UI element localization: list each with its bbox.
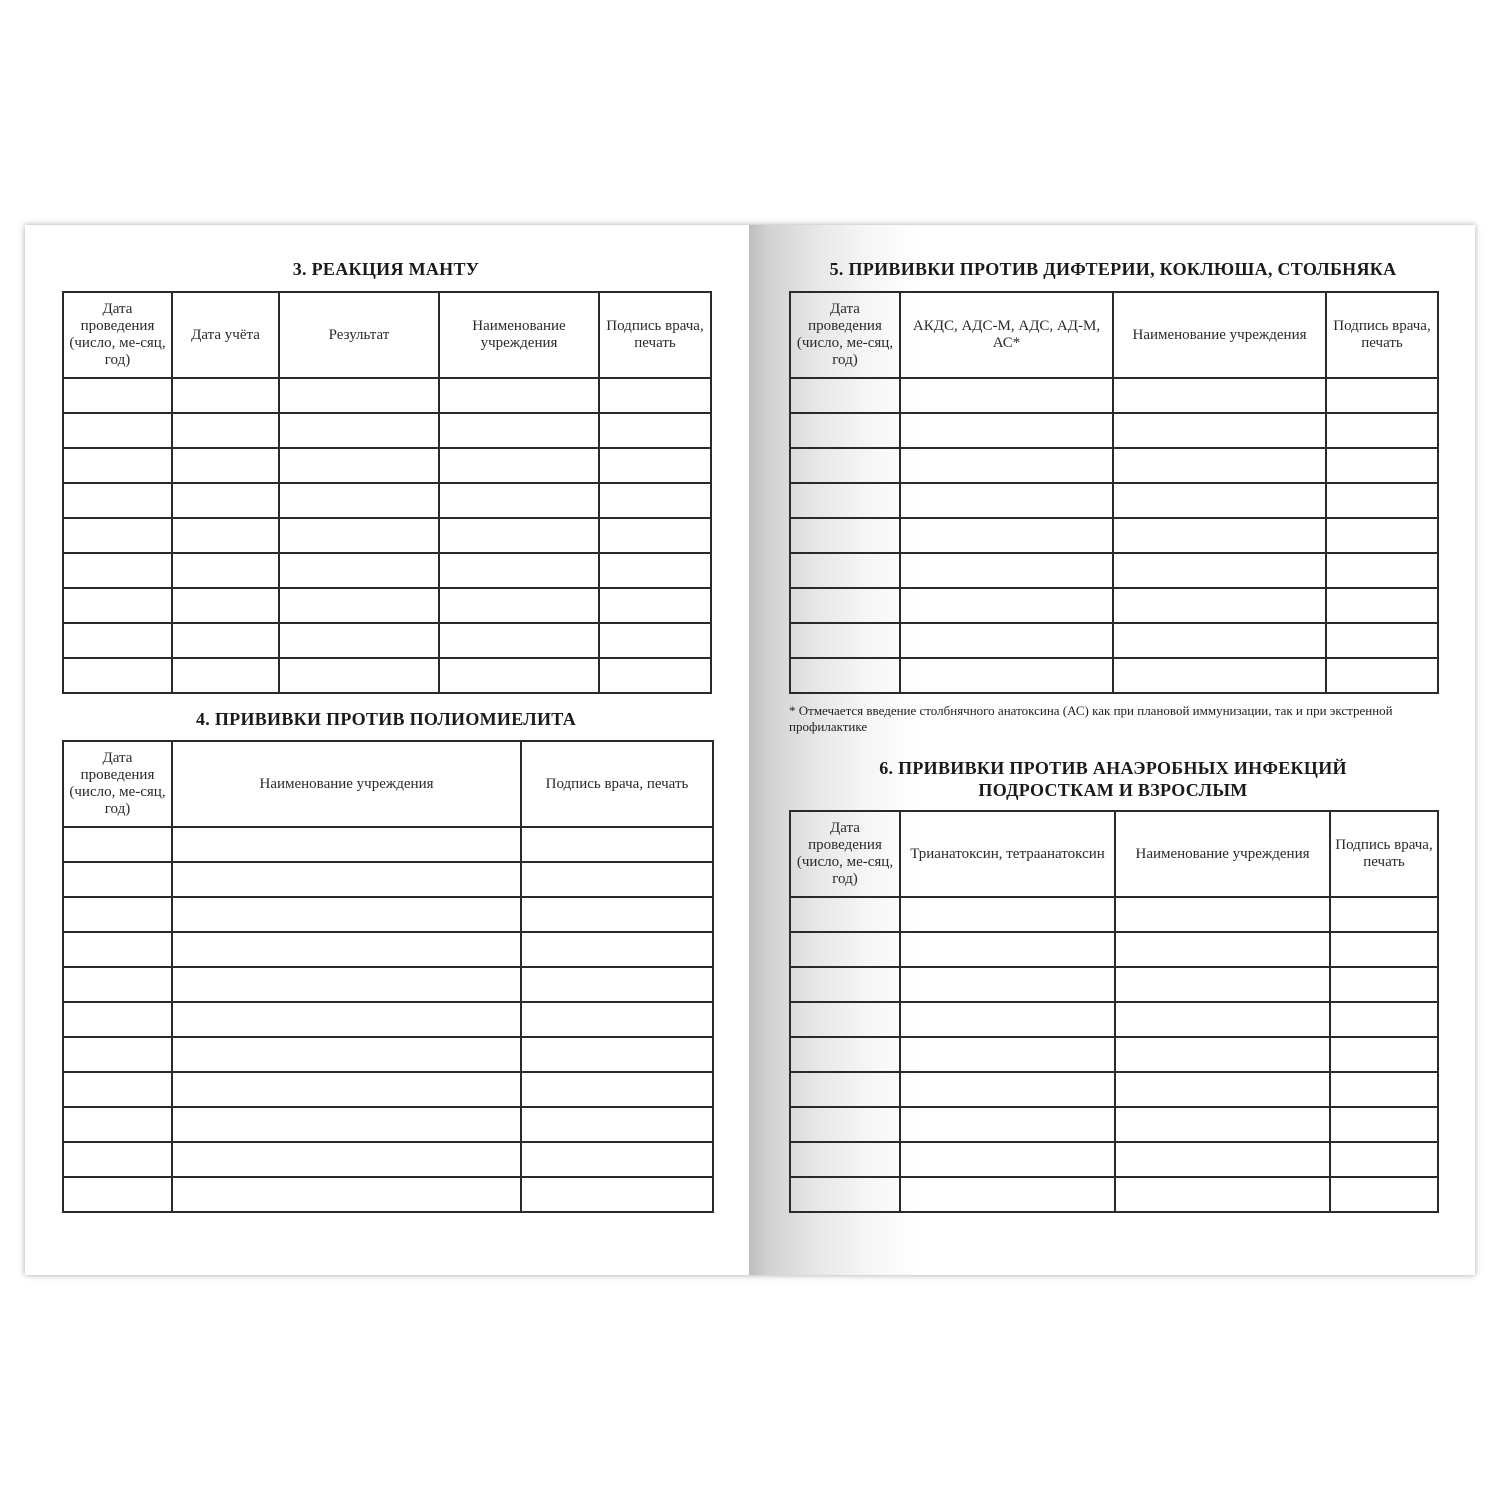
- mantu-header-row: [63, 292, 711, 378]
- polio-table-row: [63, 862, 713, 897]
- empty-form-cell[interactable]: [1326, 518, 1438, 553]
- empty-form-cell[interactable]: [900, 483, 1113, 518]
- anaerobic-col-date: Дата проведения (число, ме-сяц, год): [790, 811, 900, 897]
- polio-table-row: [63, 827, 713, 862]
- section-5-title: 5. ПРИВИВКИ ПРОТИВ ДИФТЕРИИ, КОКЛЮША, СТОЛБНЯКА: [829, 259, 1397, 279]
- empty-form-cell[interactable]: [790, 483, 900, 518]
- empty-form-cell[interactable]: [63, 413, 172, 448]
- empty-form-cell[interactable]: [1326, 658, 1438, 693]
- empty-form-cell[interactable]: [279, 378, 439, 413]
- empty-form-cell[interactable]: [279, 483, 439, 518]
- empty-form-cell[interactable]: [1113, 623, 1326, 658]
- empty-form-cell[interactable]: [1115, 932, 1330, 967]
- empty-form-cell[interactable]: [439, 378, 599, 413]
- empty-form-cell[interactable]: [1115, 1037, 1330, 1072]
- empty-form-cell[interactable]: [63, 483, 172, 518]
- empty-form-cell[interactable]: [521, 897, 713, 932]
- empty-form-cell[interactable]: [599, 658, 711, 693]
- empty-form-cell[interactable]: [1113, 553, 1326, 588]
- empty-form-cell[interactable]: [521, 1107, 713, 1142]
- empty-form-cell[interactable]: [790, 897, 900, 932]
- empty-form-cell[interactable]: [790, 623, 900, 658]
- mantu-col-result: Результат: [279, 292, 439, 378]
- empty-form-cell[interactable]: [63, 588, 172, 623]
- empty-form-cell[interactable]: [1330, 967, 1438, 1002]
- mantu-table-row: [63, 518, 711, 553]
- empty-form-cell[interactable]: [63, 518, 172, 553]
- polio-table-row: [63, 1142, 713, 1177]
- empty-form-cell[interactable]: [1113, 588, 1326, 623]
- empty-form-cell[interactable]: [900, 588, 1113, 623]
- anaerobic-table-row: [790, 1072, 1438, 1107]
- dtp-table-row: [790, 553, 1438, 588]
- anaerobic-table-row: [790, 1002, 1438, 1037]
- empty-form-cell[interactable]: [279, 553, 439, 588]
- empty-form-cell[interactable]: [900, 1177, 1115, 1212]
- empty-form-cell[interactable]: [900, 518, 1113, 553]
- dtp-table-row: [790, 658, 1438, 693]
- empty-form-cell[interactable]: [900, 378, 1113, 413]
- empty-form-cell[interactable]: [1330, 1177, 1438, 1212]
- empty-form-cell[interactable]: [790, 448, 900, 483]
- empty-form-cell[interactable]: [439, 518, 599, 553]
- section-4-title: 4. ПРИВИВКИ ПРОТИВ ПОЛИОМИЕЛИТА: [195, 709, 577, 729]
- empty-form-cell[interactable]: [63, 862, 172, 897]
- empty-form-cell[interactable]: [172, 827, 521, 862]
- empty-form-cell[interactable]: [1326, 623, 1438, 658]
- empty-form-cell[interactable]: [1113, 518, 1326, 553]
- empty-form-cell[interactable]: [790, 1177, 900, 1212]
- empty-form-cell[interactable]: [790, 1107, 900, 1142]
- empty-form-cell[interactable]: [63, 448, 172, 483]
- section-3-title: 3. РЕАКЦИЯ МАНТУ: [292, 259, 480, 279]
- mantu-table-row: [63, 413, 711, 448]
- empty-form-cell[interactable]: [900, 448, 1113, 483]
- dtp-col-signature: Подпись врача, печать: [1326, 292, 1438, 378]
- empty-form-cell[interactable]: [599, 518, 711, 553]
- mantu-col-date: Дата проведения (число, ме-сяц, год): [63, 292, 172, 378]
- section-6-title-line1: 6. ПРИВИВКИ ПРОТИВ АНАЭРОБНЫХ ИНФЕКЦИЙ: [879, 758, 1347, 778]
- dtp-table-row: [790, 623, 1438, 658]
- dtp-table-row: [790, 378, 1438, 413]
- empty-form-cell[interactable]: [1326, 413, 1438, 448]
- empty-form-cell[interactable]: [790, 1142, 900, 1177]
- empty-form-cell[interactable]: [900, 967, 1115, 1002]
- empty-form-cell[interactable]: [63, 553, 172, 588]
- empty-form-cell[interactable]: [790, 658, 900, 693]
- empty-form-cell[interactable]: [1330, 1002, 1438, 1037]
- mantu-col-signature: Подпись врача, печать: [599, 292, 711, 378]
- anaerobic-table-row: [790, 932, 1438, 967]
- empty-form-cell[interactable]: [900, 1002, 1115, 1037]
- empty-form-cell[interactable]: [1115, 1002, 1330, 1037]
- empty-form-cell[interactable]: [599, 553, 711, 588]
- anaerobic-table-row: [790, 967, 1438, 1002]
- polio-table-row: [63, 967, 713, 1002]
- empty-form-cell[interactable]: [63, 967, 172, 1002]
- empty-form-cell[interactable]: [439, 623, 599, 658]
- mantu-table-row: [63, 588, 711, 623]
- empty-form-cell[interactable]: [279, 658, 439, 693]
- polio-table-row: [63, 932, 713, 967]
- empty-form-cell[interactable]: [439, 658, 599, 693]
- empty-form-cell[interactable]: [521, 1002, 713, 1037]
- anaerobic-table-row: [790, 1037, 1438, 1072]
- empty-form-cell[interactable]: [599, 413, 711, 448]
- mantu-col-institution: Наименование учреждения: [439, 292, 599, 378]
- polio-col-institution: Наименование учреждения: [172, 741, 521, 827]
- empty-form-cell[interactable]: [790, 932, 900, 967]
- empty-form-cell[interactable]: [172, 1107, 521, 1142]
- empty-form-cell[interactable]: [172, 588, 279, 623]
- empty-form-cell[interactable]: [1330, 932, 1438, 967]
- empty-form-cell[interactable]: [279, 623, 439, 658]
- anaerobic-table: [789, 810, 1439, 1213]
- empty-form-cell[interactable]: [1326, 588, 1438, 623]
- dtp-col-vaccine: АКДС, АДС-М, АДС, АД-М, АС*: [900, 292, 1113, 378]
- empty-form-cell[interactable]: [172, 518, 279, 553]
- empty-form-cell[interactable]: [172, 897, 521, 932]
- empty-form-cell[interactable]: [63, 623, 172, 658]
- empty-form-cell[interactable]: [1115, 1107, 1330, 1142]
- empty-form-cell[interactable]: [172, 658, 279, 693]
- empty-form-cell[interactable]: [1115, 1142, 1330, 1177]
- empty-form-cell[interactable]: [521, 932, 713, 967]
- dtp-table-row: [790, 448, 1438, 483]
- empty-form-cell[interactable]: [1113, 448, 1326, 483]
- polio-col-signature: Подпись врача, печать: [521, 741, 713, 827]
- mantu-col-reading-date: Дата учёта: [172, 292, 279, 378]
- empty-form-cell[interactable]: [521, 967, 713, 1002]
- empty-form-cell[interactable]: [1330, 1142, 1438, 1177]
- polio-table-row: [63, 1037, 713, 1072]
- dtp-col-institution: Наименование учреждения: [1113, 292, 1326, 378]
- anaerobic-table-row: [790, 1177, 1438, 1212]
- empty-form-cell[interactable]: [172, 1177, 521, 1212]
- empty-form-cell[interactable]: [63, 827, 172, 862]
- empty-form-cell[interactable]: [172, 448, 279, 483]
- empty-form-cell[interactable]: [1330, 1072, 1438, 1107]
- anaerobic-table-row: [790, 1142, 1438, 1177]
- empty-form-cell[interactable]: [63, 897, 172, 932]
- empty-form-cell[interactable]: [172, 553, 279, 588]
- empty-form-cell[interactable]: [599, 483, 711, 518]
- empty-form-cell[interactable]: [900, 623, 1113, 658]
- mantu-table-row: [63, 448, 711, 483]
- mantu-body: [63, 378, 711, 693]
- empty-form-cell[interactable]: [172, 1072, 521, 1107]
- empty-form-cell[interactable]: [521, 1072, 713, 1107]
- empty-form-cell[interactable]: [439, 553, 599, 588]
- empty-form-cell[interactable]: [172, 413, 279, 448]
- polio-table-row: [63, 1107, 713, 1142]
- empty-form-cell[interactable]: [279, 518, 439, 553]
- empty-form-cell[interactable]: [1113, 658, 1326, 693]
- polio-table-row: [63, 1002, 713, 1037]
- empty-form-cell[interactable]: [900, 897, 1115, 932]
- anaerobic-body: [790, 897, 1438, 1212]
- section-6-title-line2: ПОДРОСТКАМ И ВЗРОСЛЫМ: [978, 780, 1248, 800]
- empty-form-cell[interactable]: [599, 378, 711, 413]
- anaerobic-col-signature: Подпись врача, печать: [1330, 811, 1438, 897]
- empty-form-cell[interactable]: [279, 448, 439, 483]
- dtp-table-row: [790, 413, 1438, 448]
- mantu-table-row: [63, 658, 711, 693]
- empty-form-cell[interactable]: [439, 448, 599, 483]
- empty-form-cell[interactable]: [172, 932, 521, 967]
- empty-form-cell[interactable]: [900, 1037, 1115, 1072]
- mantu-table: [62, 291, 712, 694]
- empty-form-cell[interactable]: [172, 623, 279, 658]
- empty-form-cell[interactable]: [279, 588, 439, 623]
- empty-form-cell[interactable]: [900, 1142, 1115, 1177]
- empty-form-cell[interactable]: [790, 588, 900, 623]
- section-6-title: [789, 757, 1437, 801]
- polio-header-row: [63, 741, 713, 827]
- empty-form-cell[interactable]: [900, 658, 1113, 693]
- empty-form-cell[interactable]: [599, 588, 711, 623]
- empty-form-cell[interactable]: [790, 378, 900, 413]
- anaerobic-table-row: [790, 1107, 1438, 1142]
- empty-form-cell[interactable]: [439, 588, 599, 623]
- empty-form-cell[interactable]: [599, 623, 711, 658]
- empty-form-cell[interactable]: [1326, 553, 1438, 588]
- empty-form-cell[interactable]: [790, 967, 900, 1002]
- empty-form-cell[interactable]: [63, 1177, 172, 1212]
- empty-form-cell[interactable]: [521, 1177, 713, 1212]
- mantu-table-row: [63, 378, 711, 413]
- empty-form-cell[interactable]: [790, 1037, 900, 1072]
- empty-form-cell[interactable]: [521, 827, 713, 862]
- polio-table-row: [63, 1177, 713, 1212]
- empty-form-cell[interactable]: [599, 448, 711, 483]
- dtp-body: [790, 378, 1438, 693]
- dtp-table-row: [790, 588, 1438, 623]
- empty-form-cell[interactable]: [1330, 1107, 1438, 1142]
- empty-form-cell[interactable]: [172, 1142, 521, 1177]
- dtp-table-row: [790, 483, 1438, 518]
- empty-form-cell[interactable]: [63, 1072, 172, 1107]
- empty-form-cell[interactable]: [172, 1037, 521, 1072]
- empty-form-cell[interactable]: [172, 483, 279, 518]
- empty-form-cell[interactable]: [63, 1142, 172, 1177]
- empty-form-cell[interactable]: [790, 1002, 900, 1037]
- empty-form-cell[interactable]: [790, 553, 900, 588]
- empty-form-cell[interactable]: [900, 553, 1113, 588]
- empty-form-cell[interactable]: [63, 378, 172, 413]
- empty-form-cell[interactable]: [63, 1107, 172, 1142]
- dtp-table: [789, 291, 1439, 694]
- empty-form-cell[interactable]: [1115, 897, 1330, 932]
- empty-form-cell[interactable]: [172, 862, 521, 897]
- polio-body: [63, 827, 713, 1212]
- empty-form-cell[interactable]: [521, 862, 713, 897]
- dtp-col-date: Дата проведения (число, ме-сяц, год): [790, 292, 900, 378]
- empty-form-cell[interactable]: [172, 1002, 521, 1037]
- empty-form-cell[interactable]: [63, 932, 172, 967]
- empty-form-cell[interactable]: [439, 483, 599, 518]
- empty-form-cell[interactable]: [900, 1107, 1115, 1142]
- empty-form-cell[interactable]: [63, 658, 172, 693]
- empty-form-cell[interactable]: [790, 1072, 900, 1107]
- anaerobic-col-toxoid: Трианатоксин, тетраанатоксин: [900, 811, 1115, 897]
- empty-form-cell[interactable]: [521, 1142, 713, 1177]
- polio-col-date: Дата проведения (число, ме-сяц, год): [63, 741, 172, 827]
- dtp-table-row: [790, 518, 1438, 553]
- empty-form-cell[interactable]: [900, 932, 1115, 967]
- empty-form-cell[interactable]: [1326, 378, 1438, 413]
- dtp-footnote: * Отмечается введение столбнячного анатоксина (АС) как при плановой иммунизации, так и при экстренной профилактике: [789, 703, 1393, 734]
- empty-form-cell[interactable]: [1115, 967, 1330, 1002]
- empty-form-cell[interactable]: [1330, 1037, 1438, 1072]
- mantu-table-row: [63, 553, 711, 588]
- empty-form-cell[interactable]: [1113, 378, 1326, 413]
- anaerobic-col-institution: Наименование учреждения: [1115, 811, 1330, 897]
- polio-table-row: [63, 897, 713, 932]
- mantu-table-row: [63, 483, 711, 518]
- empty-form-cell[interactable]: [1330, 897, 1438, 932]
- empty-form-cell[interactable]: [172, 378, 279, 413]
- empty-form-cell[interactable]: [172, 967, 521, 1002]
- empty-form-cell[interactable]: [439, 413, 599, 448]
- polio-table: [62, 740, 714, 1213]
- empty-form-cell[interactable]: [1326, 448, 1438, 483]
- empty-form-cell[interactable]: [900, 1072, 1115, 1107]
- dtp-header-row: [790, 292, 1438, 378]
- empty-form-cell[interactable]: [1115, 1177, 1330, 1212]
- empty-form-cell[interactable]: [790, 413, 900, 448]
- anaerobic-header-row: [790, 811, 1438, 897]
- empty-form-cell[interactable]: [63, 1002, 172, 1037]
- empty-form-cell[interactable]: [279, 413, 439, 448]
- anaerobic-table-row: [790, 897, 1438, 932]
- polio-table-row: [63, 1072, 713, 1107]
- empty-form-cell[interactable]: [1326, 483, 1438, 518]
- empty-form-cell[interactable]: [1113, 413, 1326, 448]
- empty-form-cell[interactable]: [521, 1037, 713, 1072]
- empty-form-cell[interactable]: [63, 1037, 172, 1072]
- empty-form-cell[interactable]: [1115, 1072, 1330, 1107]
- empty-form-cell[interactable]: [790, 518, 900, 553]
- mantu-table-row: [63, 623, 711, 658]
- empty-form-cell[interactable]: [900, 413, 1113, 448]
- empty-form-cell[interactable]: [1113, 483, 1326, 518]
